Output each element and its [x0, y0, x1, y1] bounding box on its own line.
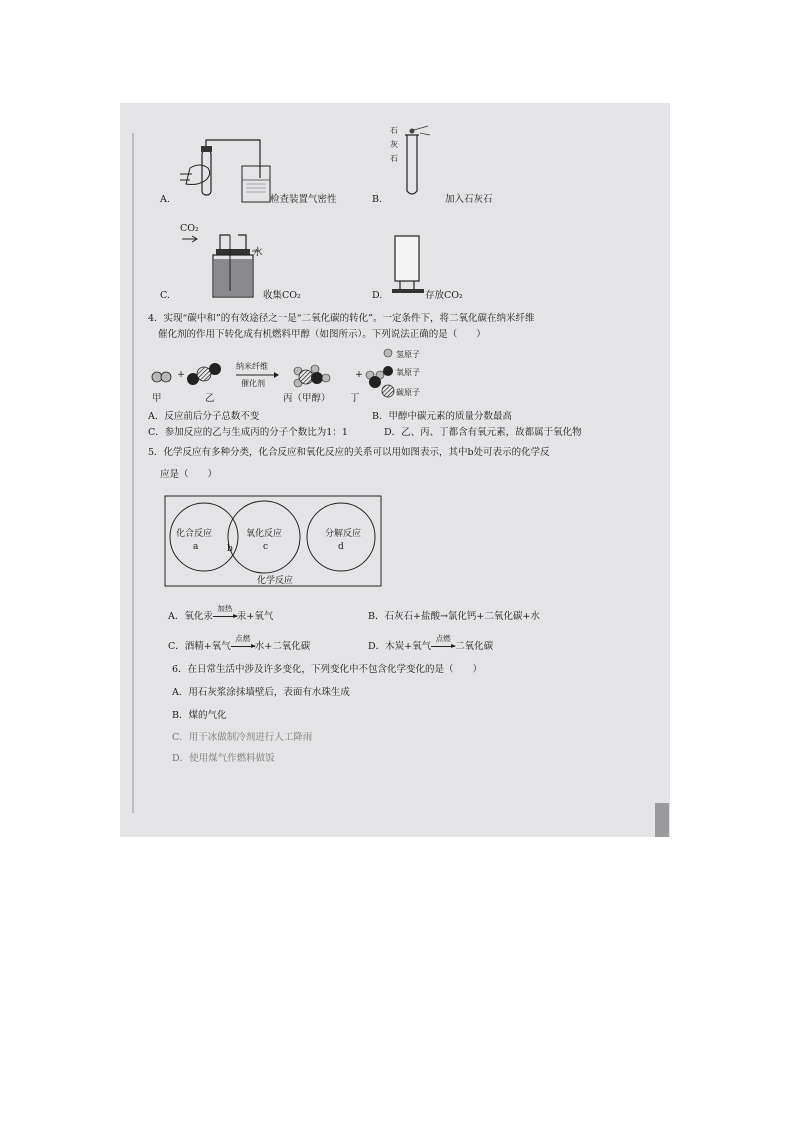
q4-plus-2: +	[355, 369, 363, 380]
q4-option-b: B．甲醇中碳元素的质量分数最高	[372, 411, 512, 422]
q3-option-d-caption: 存放CO₂	[425, 290, 463, 301]
q5-option-a: A．氧化汞 加热 汞+氧气	[168, 604, 274, 622]
q5-option-d: D．木炭+氧气 点燃 二氧化碳	[368, 634, 494, 652]
q3-option-c-letter: C.	[160, 290, 170, 301]
q6-option-b: B．煤的气化	[172, 710, 227, 721]
venn-combination: 化合反应	[176, 529, 213, 539]
reaction-arrow: 点燃	[431, 641, 455, 653]
q3-option-a-letter: A.	[160, 194, 170, 205]
q6-option-d: D．使用煤气作燃料做饭	[172, 753, 275, 764]
q5-stem-line1: 5．化学反应有多种分类，化合反应和氧化反应的关系可以用如图表示，其中b处可表示的化学反	[148, 447, 550, 458]
q5-stem-line2: 应是（ ）	[160, 469, 218, 480]
reaction-arrow: 点燃	[231, 641, 255, 653]
q4-product-1: 丙（甲醇）	[283, 393, 331, 404]
venn-decomposition: 分解反应	[325, 529, 362, 539]
storage-jar-icon	[390, 231, 430, 301]
q3-option-c-water: 水	[253, 247, 263, 258]
q4-plus-1: +	[177, 369, 185, 380]
q6-option-a: A．用石灰浆涂抹墙壁后，表面有水珠生成	[172, 687, 350, 698]
q3-option-a-caption: 检查装置气密性	[270, 194, 337, 205]
q3-option-b-letter: B.	[372, 194, 383, 205]
q6-stem: 6．在日常生活中涉及许多变化，下列变化中不包含化学变化的是（ ）	[172, 664, 483, 675]
q4-stem-line1: 4．实现“碳中和”的有效途径之一是“二氧化碳的转化”。一定条件下，将二氧化碳在纳米纤维	[148, 313, 535, 324]
q5-option-c: C．酒精+氧气 点燃 水+二氧化碳	[168, 634, 311, 652]
venn-b: b	[227, 544, 233, 554]
q3-option-d-letter: D.	[372, 290, 383, 301]
reaction-arrow: 加热	[213, 611, 237, 623]
q5-option-b: B．石灰石+盐酸→氯化钙+二氧化碳+水	[368, 611, 540, 622]
venn-a: a	[193, 542, 199, 552]
q4-product-2: 丁	[350, 393, 360, 404]
q4-reactant-2: 乙	[205, 393, 215, 404]
scan-corner-shadow	[655, 803, 669, 837]
venn-box-label: 化学反应	[257, 576, 294, 586]
q3-option-c-caption: 收集CO₂	[263, 290, 301, 301]
venn-d: d	[338, 542, 344, 552]
q4-stem-line2: 催化剂的作用下转化成有机燃料甲醇（如图所示）。下列说法正确的是（ ）	[158, 329, 486, 340]
scanned-page	[120, 103, 670, 837]
legend-oxygen: 氧原子	[396, 368, 420, 377]
q4-option-d: D．乙、丙、丁都含有氧元素，故都属于氧化物	[384, 427, 582, 438]
q4-option-c: C．参加反应的乙与生成丙的分子个数比为1：1	[148, 427, 348, 438]
q3-option-b-label-2: 灰	[390, 140, 398, 149]
scan-edge-line	[132, 133, 134, 813]
q3-option-b-label-3: 石	[390, 154, 398, 163]
q3-option-b-label-1: 石	[390, 126, 398, 135]
apparatus-airtightness-icon	[170, 128, 280, 213]
venn-c: c	[263, 542, 269, 552]
venn-oxidation: 氧化反应	[246, 529, 283, 539]
q4-option-a: A．反应前后分子总数不变	[148, 411, 260, 422]
q4-reactant-1: 甲	[152, 393, 162, 404]
q3-option-b-caption: 加入石灰石	[445, 194, 493, 205]
q6-option-c: C．用干冰做制冷剂进行人工降雨	[172, 732, 313, 743]
q4-condition-top: 纳米纤维	[236, 362, 268, 371]
legend-carbon: 碳原子	[396, 388, 420, 397]
test-tube-icon	[402, 121, 442, 199]
q4-condition-bottom: 催化剂	[241, 379, 265, 388]
q3-option-c-gas: CO₂	[180, 223, 199, 234]
legend-hydrogen: 氢原子	[396, 350, 420, 359]
